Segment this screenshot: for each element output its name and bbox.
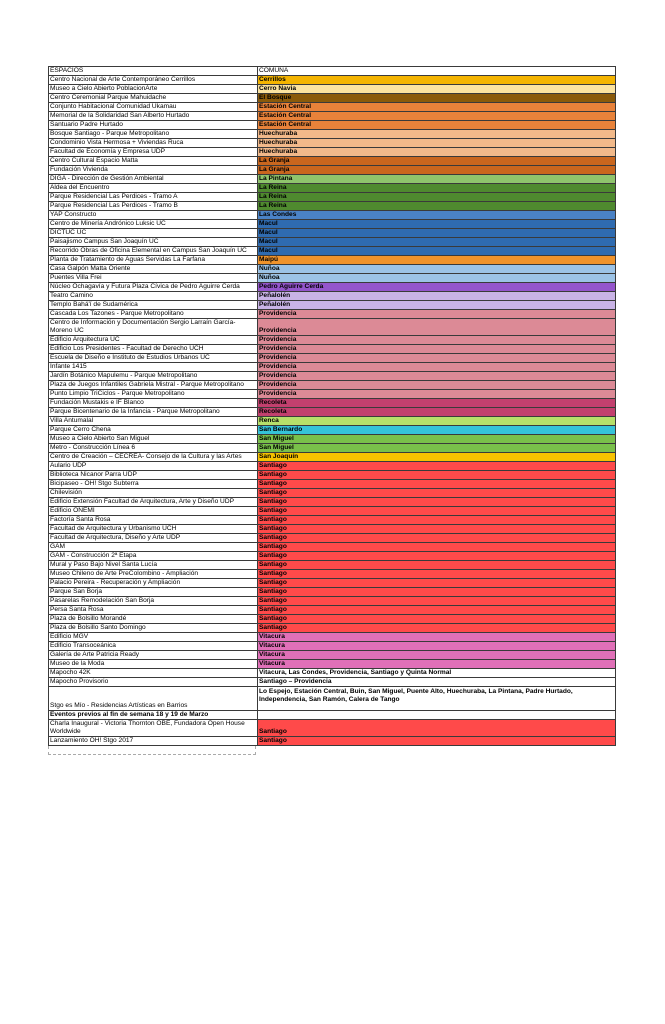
espacio-cell: Teatro Camino [49,292,258,301]
table-row [49,85,616,94]
espacio-cell: Parque Bicentenario de la Infancia - Parque Metropolitano [49,408,258,417]
espacio-cell: Chilevisión [49,489,258,498]
espacio-cell: Edificio Extensión Facultad de Arquitectura, Arte y Diseño UDP [49,498,258,507]
table-row [49,157,616,166]
table-row [49,408,616,417]
espacio-cell: Centro de Creación – CECREA- Consejo de la Cultura y las Artes [49,453,258,462]
espacio-cell: Condominio Vista Hermosa + Viviendas Ruca [49,139,258,148]
comuna-cell: La Reina [258,193,616,202]
table-row [49,687,616,711]
comuna-cell: Santiago [258,534,616,543]
table-row [49,642,616,651]
comuna-cell: Santiago [258,624,616,633]
espacio-cell: Galería de Arte Patricia Ready [49,651,258,660]
comuna-cell: Santiago [258,552,616,561]
comuna-cell: Macul [258,229,616,238]
comuna-cell: Maipú [258,256,616,265]
comuna-cell: Estación Central [258,121,616,130]
comuna-cell: Macul [258,220,616,229]
comuna-cell: Las Condes [258,211,616,220]
table-row [49,444,616,453]
comuna-cell: Santiago [258,525,616,534]
comuna-cell: Providencia [258,310,616,319]
header-comuna: COMUNA [258,67,616,76]
espacio-cell: Aldea del Encuentro [49,184,258,193]
comuna-cell: Peñalolén [258,292,616,301]
espacio-cell: Bicipaseo - OH! Stgo Subterra [49,480,258,489]
espacio-cell: Facultad de Economía y Empresa UDP [49,148,258,157]
table-row [49,489,616,498]
table-row [49,561,616,570]
table-row [49,319,616,336]
comuna-cell: San Bernardo [258,426,616,435]
espacio-cell: Persa Santa Rosa [49,606,258,615]
table-row [49,720,616,737]
comuna-cell: Santiago [258,606,616,615]
table-row [49,94,616,103]
table-row [49,606,616,615]
table-row [49,534,616,543]
comuna-cell: Providencia [258,354,616,363]
table-row [49,345,616,354]
comuna-cell: Santiago [258,498,616,507]
espacio-cell: Fundación Mustakis e IF Blanco [49,399,258,408]
espacio-cell: Centro Nacional de Arte Contemporáneo Cerrillos [49,76,258,85]
table-row [49,310,616,319]
table-row [49,193,616,202]
espacio-cell: Charla Inaugural - Victoria Thornton OBE, Fundadora Open House Worldwide [49,720,258,737]
espacio-cell: Cascada Los Tazones - Parque Metropolitano [49,310,258,319]
table-row [49,678,616,687]
espacio-cell: Parque Cerro Chena [49,426,258,435]
comuna-cell: Santiago [258,507,616,516]
table-row [49,112,616,121]
comuna-cell: San Joaquín [258,453,616,462]
comuna-cell: Santiago – Providencia [258,678,616,687]
espacio-cell: DIGA - Dirección de Gestión Ambiental [49,175,258,184]
table-row [49,669,616,678]
espacio-cell: Biblioteca Nicanor Parra UDP [49,471,258,480]
table-row [49,552,616,561]
comuna-cell: La Granja [258,166,616,175]
table-row [49,426,616,435]
comuna-cell: Santiago [258,489,616,498]
table-row [49,336,616,345]
comuna-cell: Vitacura [258,660,616,669]
espacio-cell: Parque San Borja [49,588,258,597]
comuna-cell: Santiago [258,597,616,606]
table-row [49,166,616,175]
spreadsheet-table [48,66,616,746]
table-row [49,737,616,746]
table-row [49,292,616,301]
comuna-cell: Santiago [258,516,616,525]
table-row [49,480,616,489]
espacio-cell: Facultad de Arquitectura, Diseño y Arte UDP [49,534,258,543]
header-espacios: ESPACIOS [49,67,258,76]
espacio-cell: GAM [49,543,258,552]
comuna-cell: Vitacura, Las Condes, Providencia, Santiago y Quinta Normal [258,669,616,678]
comuna-cell: Santiago [258,570,616,579]
comuna-cell: Huechuraba [258,139,616,148]
table-row [49,256,616,265]
espacio-cell: Plaza de Juegos Infantiles Gabriela Mistral - Parque Metropolitano [49,381,258,390]
comuna-cell: Cerrillos [258,76,616,85]
table-row [49,238,616,247]
print-area-marker [48,746,256,755]
table-row [49,498,616,507]
table-row [49,121,616,130]
comuna-cell: Peñalolén [258,301,616,310]
comuna-cell: Macul [258,247,616,256]
table-row [49,220,616,229]
table-row [49,372,616,381]
comuna-cell: Providencia [258,381,616,390]
comuna-cell: Santiago [258,480,616,489]
espacio-cell: Lanzamiento OH! Stgo 2017 [49,737,258,746]
espacio-cell: GAM - Construcción 2ª Etapa [49,552,258,561]
espacio-cell: Edificio Transoceánica [49,642,258,651]
comuna-cell: Santiago [258,561,616,570]
espacio-cell: Centro de Minería Andrónico Luksic UC [49,220,258,229]
table-row [49,274,616,283]
comuna-cell: La Granja [258,157,616,166]
espacio-cell: Conjunto Habitacional Comunidad Ukamau [49,103,258,112]
comuna-cell: La Reina [258,202,616,211]
espacio-cell: Bosque Santiago - Parque Metropolitano [49,130,258,139]
comuna-cell: Santiago [258,462,616,471]
table-row [49,148,616,157]
espacio-cell: Factoría Santa Rosa [49,516,258,525]
espacio-cell: DICTUC UC [49,229,258,238]
espacio-cell: Parque Residencial Las Perdices - Tramo B [49,202,258,211]
table-row [49,543,616,552]
table-row [49,462,616,471]
comuna-cell [258,711,616,720]
espacio-cell: Eventos previos al fin de semana 18 y 19 de Marzo [49,711,258,720]
comuna-cell: La Reina [258,184,616,193]
espacio-cell: Aulario UDP [49,462,258,471]
comuna-cell: Santiago [258,737,616,746]
espacio-cell: Casa Galpón Matta Oriente [49,265,258,274]
table-row [49,76,616,85]
espacio-cell: Edificio ONEMI [49,507,258,516]
espacio-cell: Plaza de Bolsillo Santo Domingo [49,624,258,633]
espacio-cell: Santuario Padre Hurtado [49,121,258,130]
table-row [49,633,616,642]
comuna-cell: El Bosque [258,94,616,103]
comuna-cell: Huechuraba [258,148,616,157]
comuna-cell: Pedro Aguirre Cerda [258,283,616,292]
table-row [49,624,616,633]
table-row [49,229,616,238]
espacio-cell: Palacio Pereira - Recuperación y Ampliación [49,579,258,588]
table-row [49,570,616,579]
comuna-cell: Providencia [258,363,616,372]
comuna-cell: Vitacura [258,642,616,651]
espacio-cell: Museo Chileno de Arte PreColombino - Ampliación [49,570,258,579]
espacio-cell: Mapocho Provisorio [49,678,258,687]
espacio-cell: Memorial de la Solidaridad San Alberto Hurtado [49,112,258,121]
espacio-cell: Pasarelas Remodelación San Borja [49,597,258,606]
espacio-cell: Centro Ceremonial Parque Mahuidache [49,94,258,103]
table-row [49,301,616,310]
table-row [49,363,616,372]
espacio-cell: Templo Bahá'í de Sudamérica [49,301,258,310]
comuna-cell: Lo Espejo, Estación Central, Buin, San Miguel, Puente Alto, Huechuraba, La Pintana, Padre Hurtado, Independencia, San Ramón, Calera de Tango [258,687,616,711]
table-row [49,265,616,274]
espacio-cell: Centro de Información y Documentación Sergio Larraín García-Moreno UC [49,319,258,336]
espacio-cell: Villa Antumalal [49,417,258,426]
espacio-cell: Paisajismo Campus San Joaquín UC [49,238,258,247]
table-row [49,588,616,597]
espacio-cell: Fundación Vivienda [49,166,258,175]
table-row [49,471,616,480]
espacio-cell: Edificio MGV [49,633,258,642]
table-row [49,184,616,193]
comuna-cell: Cerro Navia [258,85,616,94]
comuna-cell: Estación Central [258,112,616,121]
table-row [49,175,616,184]
espacio-cell: Jardín Botánico Mapulemu - Parque Metropolitano [49,372,258,381]
espacio-cell: Stgo es Mío - Residencias Artísticas en Barrios [49,687,258,711]
table-row [49,354,616,363]
comuna-cell: Providencia [258,336,616,345]
table-row [49,651,616,660]
header-row [49,67,616,76]
table-row [49,390,616,399]
table-row [49,453,616,462]
table-row [49,711,616,720]
comuna-cell: Ñuñoa [258,274,616,283]
espacio-cell: Mural y Paso Bajo Nivel Santa Lucía [49,561,258,570]
table-row [49,579,616,588]
table-row [49,283,616,292]
espacio-cell: Museo de la Moda [49,660,258,669]
comuna-cell: Santiago [258,588,616,597]
espacio-cell: Museo a Cielo Abierto San Miguel [49,435,258,444]
comuna-cell: Estación Central [258,103,616,112]
comuna-cell: Providencia [258,372,616,381]
table-row [49,399,616,408]
table-row [49,525,616,534]
comuna-cell: Vitacura [258,633,616,642]
table-row [49,435,616,444]
table-row [49,247,616,256]
comuna-cell: San Miguel [258,444,616,453]
comuna-cell: Renca [258,417,616,426]
comuna-cell: Recoleta [258,408,616,417]
espacio-cell: Metro - Construcción Línea 6 [49,444,258,453]
comuna-cell: Santiago [258,720,616,737]
comuna-cell: Macul [258,238,616,247]
espacio-cell: Museo a Cielo Abierto PoblacionArte [49,85,258,94]
espacio-cell: Punto Limpio TriCiclos - Parque Metropolitano [49,390,258,399]
table-row [49,139,616,148]
espacio-cell: Planta de Tratamiento de Aguas Servidas La Farfana [49,256,258,265]
comuna-cell: San Miguel [258,435,616,444]
table-row [49,507,616,516]
comuna-cell: Ñuñoa [258,265,616,274]
espacio-cell: Puentes Villa Frei [49,274,258,283]
comuna-cell: Santiago [258,471,616,480]
espacio-cell: Centro Cultural Espacio Matta [49,157,258,166]
espacio-cell: Edificio Arquitectura UC [49,336,258,345]
espacio-cell: Plaza de Bolsillo Morandé [49,615,258,624]
comuna-cell: Santiago [258,579,616,588]
espacio-cell: Escuela de Diseño e Instituto de Estudios Urbanos UC [49,354,258,363]
espacio-cell: YAP Constructo [49,211,258,220]
table-row [49,417,616,426]
comuna-cell: Huechuraba [258,130,616,139]
comuna-cell: Recoleta [258,399,616,408]
table-row [49,211,616,220]
table-row [49,660,616,669]
table-row [49,202,616,211]
comuna-cell: Santiago [258,615,616,624]
table-row [49,103,616,112]
comuna-cell: La Pintana [258,175,616,184]
espacio-cell: Recorrido Obras de Oficina Elemental en Campus San Joaquín UC [49,247,258,256]
table-row [49,130,616,139]
comuna-cell: Vitacura [258,651,616,660]
comuna-cell: Providencia [258,319,616,336]
espacio-cell: Mapocho 42K [49,669,258,678]
comuna-cell: Providencia [258,345,616,354]
table-row [49,381,616,390]
comuna-cell: Santiago [258,543,616,552]
table-row [49,516,616,525]
table-row [49,615,616,624]
espacio-cell: Facultad de Arquitectura y Urbanismo UCH [49,525,258,534]
espacio-cell: Edificio Los Presidentes - Facultad de Derecho UCH [49,345,258,354]
espacio-cell: Infante 1415 [49,363,258,372]
comuna-cell: Providencia [258,390,616,399]
espacio-cell: Núcleo Ochagavía y Futura Plaza Cívica de Pedro Aguirre Cerda [49,283,258,292]
table-row [49,597,616,606]
espacio-cell: Parque Residencial Las Perdices - Tramo A [49,193,258,202]
